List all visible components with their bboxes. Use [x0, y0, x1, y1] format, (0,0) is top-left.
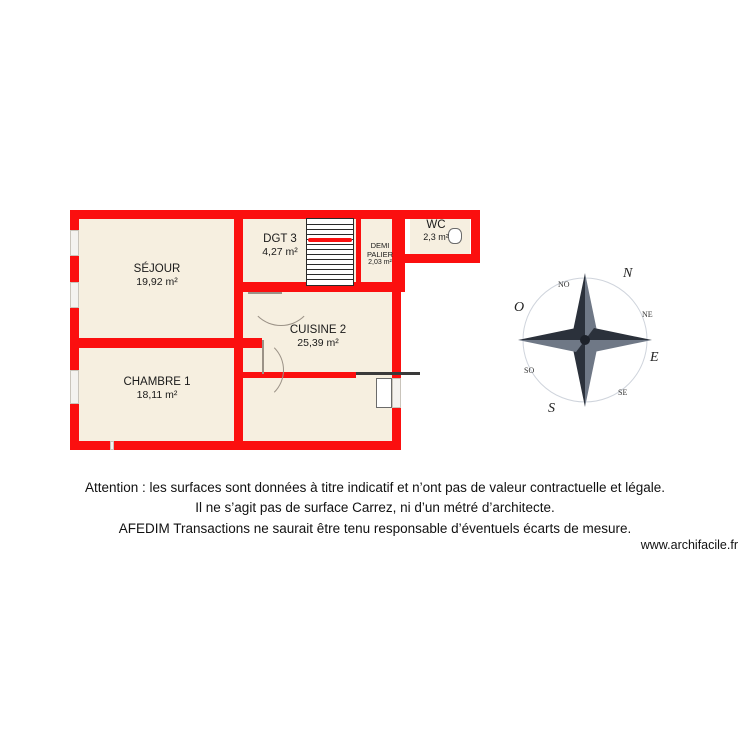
wall-wc-bottom	[400, 254, 480, 263]
window-chambre-left	[70, 370, 79, 404]
wall-sejour-dgt	[234, 210, 243, 348]
window-sejour-left-2	[70, 282, 79, 308]
room-area-dgt3: 4,27 m²	[262, 246, 298, 259]
staircase	[306, 218, 354, 286]
room-name-cuisine2: CUISINE 2	[289, 324, 347, 336]
room-label-cuisine2	[278, 323, 358, 351]
room-label-demipalier	[359, 242, 401, 267]
room-label-wc	[406, 218, 466, 244]
staircase-direction-arrow	[308, 238, 352, 242]
room-area-demipalier: 2,03 m²	[368, 259, 392, 267]
floor-plan-drawing	[70, 210, 480, 455]
compass-label-east: E	[650, 350, 659, 365]
compass-label-northeast: NE	[642, 310, 653, 319]
legal-notice-line-2: Il ne s’agit pas de surface Carrez, ni d’un métré d’architecte.	[195, 500, 555, 516]
compass-label-west: O	[514, 300, 525, 315]
room-name-demipalier: DEMI PALIER	[366, 241, 394, 259]
legal-notice-line-3: AFEDIM Transactions ne saurait être tenu responsable d’éventuels écarts de mesure.	[118, 520, 632, 536]
compass-label-northwest: NO	[558, 280, 570, 289]
compass-svg	[500, 255, 670, 425]
legal-notice	[0, 478, 750, 539]
website-url[interactable]: www.archifacile.fr	[640, 538, 738, 552]
wall-cuisine-stub	[356, 372, 420, 375]
legal-notice-line-1: Attention : les surfaces sont données à titre indicatif et n’ont pas de valeur contractuelle et légale.	[84, 480, 666, 495]
wall-top-left	[70, 210, 245, 219]
wall-sejour-chambre	[70, 338, 243, 348]
room-label-chambre1	[110, 375, 204, 403]
room-name-sejour: SÉJOUR	[133, 263, 181, 275]
window-cuisine-right	[392, 378, 401, 408]
room-area-chambre1: 18,11 m²	[136, 389, 178, 402]
room-label-dgt3	[250, 232, 310, 260]
room-label-sejour	[117, 262, 197, 290]
fixture-kitchen-unit	[376, 378, 392, 408]
window-sejour-left-1	[70, 230, 79, 256]
wall-wc-right	[471, 210, 480, 263]
room-area-wc: 2,3 m²	[423, 232, 449, 243]
compass-label-north: N	[623, 266, 633, 281]
window-bottom-chambre	[110, 441, 114, 450]
door-arc-dgt-bottom	[248, 262, 314, 326]
door-arc-chambre	[220, 338, 284, 402]
room-area-sejour: 19,92 m²	[136, 276, 178, 289]
room-name-wc: WC	[426, 219, 446, 231]
compass-label-south: S	[548, 401, 555, 416]
room-name-dgt3: DGT 3	[263, 233, 297, 245]
room-name-chambre1: CHAMBRE 1	[123, 376, 191, 388]
compass-label-southeast: SE	[618, 388, 628, 397]
room-area-cuisine2: 25,39 m²	[297, 337, 339, 350]
compass-label-southwest: SO	[524, 366, 535, 375]
compass-rose	[500, 255, 670, 425]
